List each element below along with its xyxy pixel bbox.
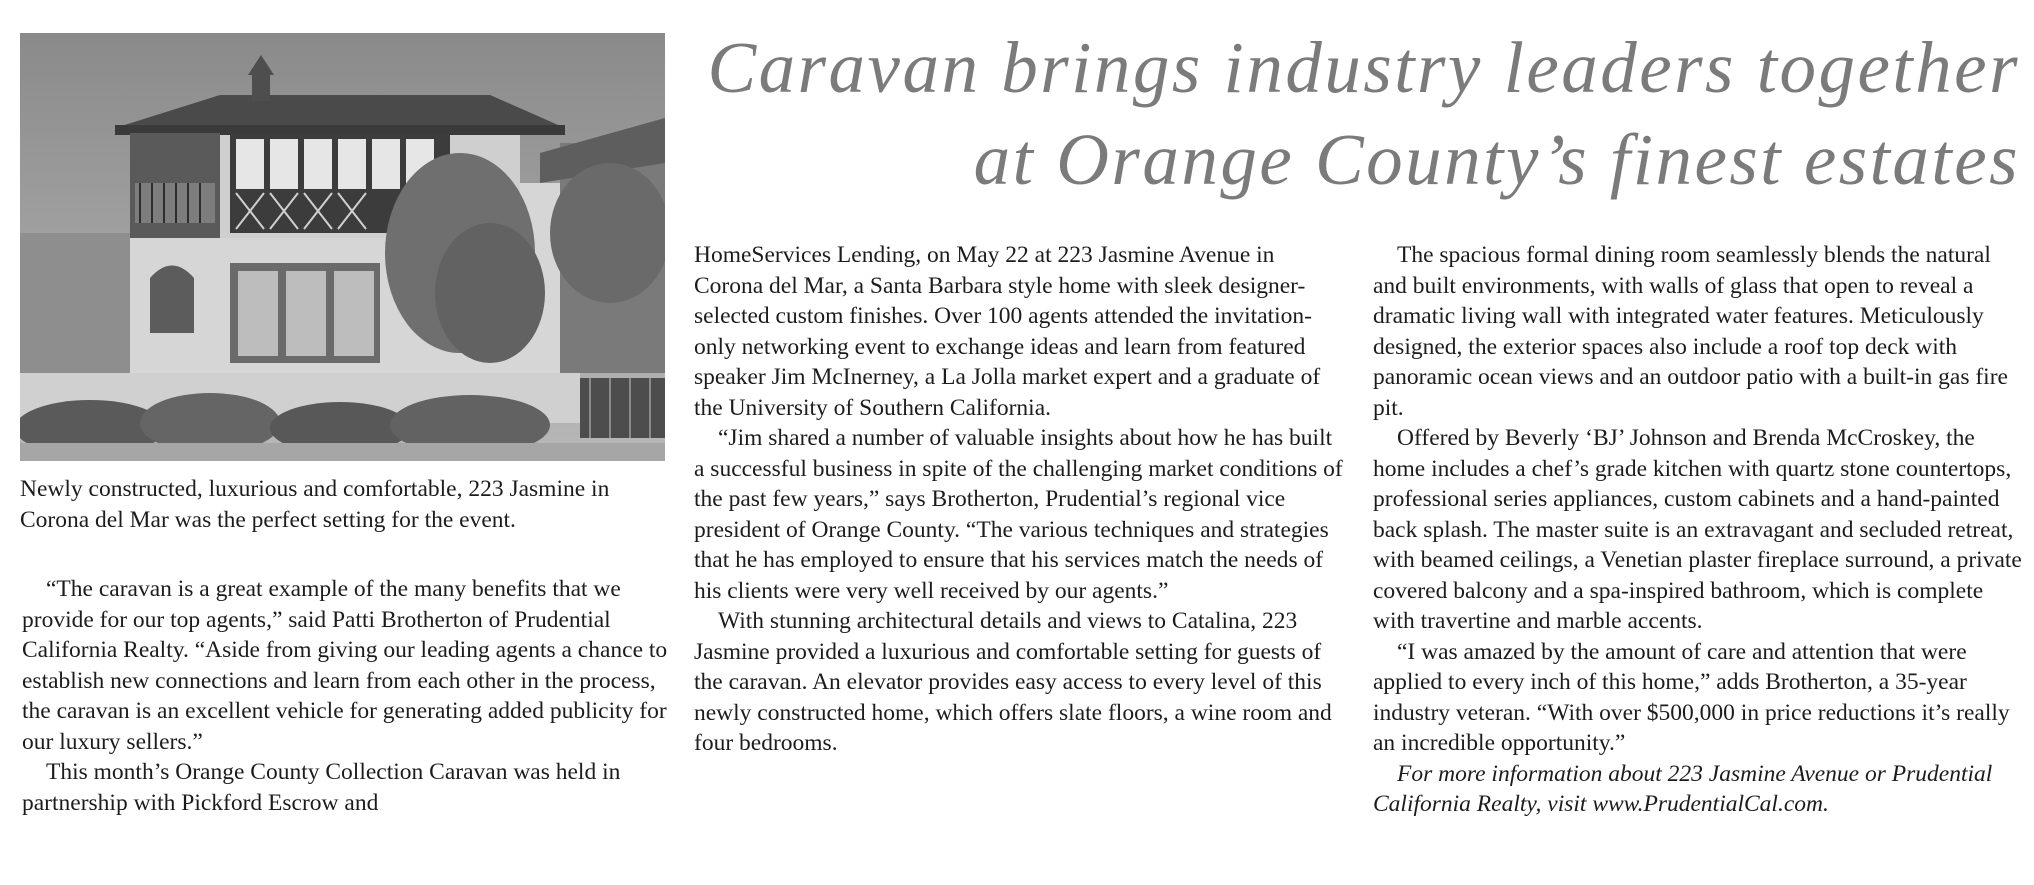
house-photo-icon — [20, 33, 665, 461]
paragraph: This month’s Orange County Collection Caravan was held in partnership with Pickford Escrow and — [22, 759, 621, 816]
headline-line-1: Caravan brings industry leaders together — [707, 27, 2020, 108]
photo-caption: Newly constructed, luxurious and comfortable, 223 Jasmine in Corona del Mar was the perfect setting for the event. — [20, 476, 610, 533]
article-column-1 — [22, 574, 670, 818]
article-column-2 — [694, 240, 1346, 759]
paragraph: “Jim shared a number of valuable insights about how he has built a successful business in spite of the challenging market conditions of the past few years,” says Brotherton, Prudential’s regional vice president of Orange County. “The various techniques and strategies that he has employed to ensure that his services match the needs of his clients were very well received by our agents.” — [694, 425, 1343, 604]
house-photo — [20, 33, 665, 461]
article-column-3 — [1373, 240, 2023, 820]
paragraph: HomeServices Lending, on May 22 at 223 Jasmine Avenue in Corona del Mar, a Santa Barbara style home with sleek designer-selected custom finishes. Over 100 agents attended the invitation-only networking event to exchange ideas and learn from featured speaker Jim McInerney, a La Jolla market expert and a graduate of the University of Southern California. — [694, 242, 1321, 421]
paragraph: Offered by Beverly ‘BJ’ Johnson and Brenda McCroskey, the home includes a chef’s grade kitchen with quartz stone countertops, professional series appliances, custom cabinets and a hand-painted back splash. The master suite is an extravagant and secluded retreat, with beamed ceilings, a Venetian plaster fireplace surround, a private covered balcony and a spa-inspired bathroom, which is complete with travertine and marble accents. — [1373, 425, 2022, 634]
paragraph: “I was amazed by the amount of care and attention that were applied to every inch of this home,” adds Brotherton, a 35-year industry veteran. “With over $500,000 in price reductions it’s really an incredible opportunity.” — [1373, 638, 2010, 756]
paragraph: With stunning architectural details and views to Catalina, 223 Jasmine provided a luxurious and comfortable setting for guests of the caravan. An elevator provides easy access to every level of this newly constructed home, which offers slate floors, a wine room and four bedrooms. — [694, 608, 1332, 756]
headline — [690, 22, 2020, 206]
paragraph: “The caravan is a great example of the many benefits that we provide for our top agents,” said Patti Brotherton of Prudential California Realty. “Aside from giving our leading agents a chance to establish new connections and learn from each other in the process, the caravan is an excellent vehicle for generating added publicity for our luxury sellers.” — [22, 576, 668, 755]
more-info-paragraph: For more information about 223 Jasmine Avenue or Prudential California Realty, visit www.PrudentialCal.com. — [1373, 760, 1993, 817]
headline-line-2: at Orange County’s finest estates — [973, 119, 2020, 200]
paragraph: The spacious formal dining room seamlessly blends the natural and built environments, with walls of glass that open to reveal a dramatic living wall with integrated water features. Meticulously designed, the exterior spaces also include a roof top deck with panoramic ocean views and an outdoor patio with a built-in gas fire pit. — [1373, 242, 2008, 421]
